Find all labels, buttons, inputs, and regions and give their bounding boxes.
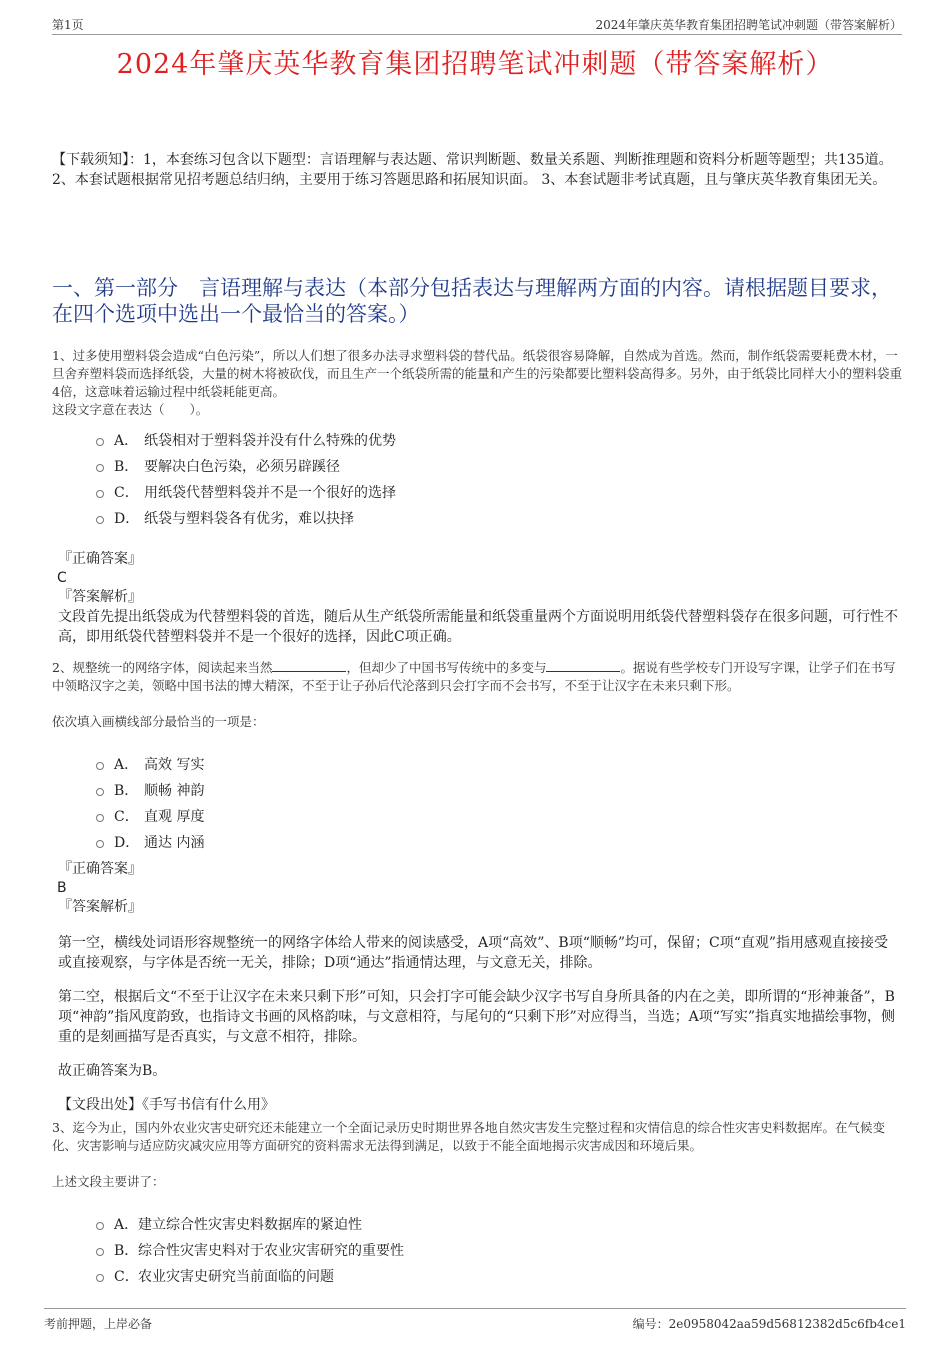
q2-option-a[interactable]: A． 高效 写实 <box>96 751 902 777</box>
page-number: 第1页 <box>52 18 84 32</box>
download-notice: 【下载须知】：1，本套练习包含以下题型：言语理解与表达题、常识判断题、数量关系题、判断推理题和资料分析题等题型；共135道。 2、本套试题根据常见招考题总结归纳，主要用于练习答题思路和拓展知识面。 3、本套试题非考试真题，且与肇庆英华教育集团无关。 <box>52 152 893 188</box>
radio-icon[interactable] <box>96 490 104 498</box>
question-2-prompt: 依次填入画横线部分最恰当的一项是： <box>52 714 265 729</box>
radio-icon[interactable] <box>96 840 104 848</box>
q2-source: 【文段出处】《手写书信有什么用》 <box>58 1097 275 1113</box>
radio-icon[interactable] <box>96 788 104 796</box>
q1-option-d[interactable]: D． 纸袋与塑料袋各有优劣，难以抉择 <box>96 505 902 531</box>
radio-icon[interactable] <box>96 516 104 524</box>
blank-2 <box>546 659 620 672</box>
q2-analysis-label: 『答案解析』 <box>58 899 142 915</box>
section-heading: 一、第一部分 言语理解与表达（本部分包括表达与理解两方面的内容。请根据题目要求，在四个选项中选出一个最恰当的答案。） <box>52 276 892 326</box>
q2-analysis-p1: 第一空，横线处词语形容规整统一的网络字体给人带来的阅读感受，A项“高效”、B项“顺畅”均可，保留；C项“直观”指用感观直接接受或直接观察，与字体是否统一无关，排除；D项“通达”指通情达理，与文意无关，排除。 <box>58 935 889 971</box>
q2-option-d[interactable]: D． 通达 内涵 <box>96 829 902 855</box>
q1-option-a[interactable]: A． 纸袋相对于塑料袋并没有什么特殊的优势 <box>96 427 902 453</box>
page-header <box>52 14 902 35</box>
question-3-stem: 3、迄今为止，国内外农业灾害史研究还未能建立一个全面记录历史时期世界各地自然灾害发生完整过程和灾情信息的综合性灾害史料数据库。在气候变化、灾害影响与适应防灾减灾应用等方面研究的资料需求无法得到满足，以致于不能全面地揭示灾害成因和环境后果。 <box>52 1120 885 1153</box>
question-3-prompt: 上述文段主要讲了： <box>52 1174 165 1189</box>
q2-option-b[interactable]: B． 顺畅 神韵 <box>96 777 902 803</box>
blank-1 <box>272 659 346 672</box>
radio-icon[interactable] <box>96 1222 104 1230</box>
footer-code: 编号：2e0958042aa59d56812382d5c6fb4ce1 <box>632 1317 906 1331</box>
q2-analysis-p2: 第二空，根据后文“不至于让汉字在未来只剩下形”可知，只会打字可能会缺少汉字书写自身所具备的内在之美，即所谓的“形神兼备”，B项“神韵”指风度韵致，也指诗文书画的风格韵味，与文意相符，与尾句的“只剩下形”对应得当，当选；A项“写实”指真实地描绘事物，侧重的是刻画描写是否真实，与文意不相符，排除。 <box>58 989 896 1045</box>
footer-slogan: 考前押题，上岸必备 <box>44 1317 153 1331</box>
document-title: 2024年肇庆英华教育集团招聘笔试冲刺题（带答案解析） <box>116 49 834 80</box>
q2-analysis-p3: 故正确答案为B。 <box>58 1063 167 1079</box>
q2-answer-label: 『正确答案』 <box>58 861 142 877</box>
radio-icon[interactable] <box>96 1274 104 1282</box>
question-1-options <box>96 427 902 531</box>
q3-option-a[interactable]: A． 建立综合性灾害史料数据库的紧迫性 <box>96 1211 902 1237</box>
question-1 <box>52 347 902 647</box>
question-1-stem: 1、过多使用塑料袋会造成“白色污染”，所以人们想了很多办法寻求塑料袋的替代品。纸袋很容易降解，自然成为首选。然而，制作纸袋需要耗费木材，一旦舍弃塑料袋而选择纸袋，大量的树木将被砍伐，而且生产一个纸袋所需的能量和产生的污染都要比塑料袋高得多。另外，由于纸袋比同样大小的塑料袋重4倍，这意味着运输过程中纸袋耗能更高。 <box>52 348 903 399</box>
radio-icon[interactable] <box>96 814 104 822</box>
q3-option-b[interactable]: B． 综合性灾害史料对于农业灾害研究的重要性 <box>96 1237 902 1263</box>
q1-analysis: 文段首先提出纸袋成为代替塑料袋的首选，随后从生产纸袋所需能量和纸袋重量两个方面说明用纸袋代替塑料袋存在很多问题，可行性不高，即用纸袋代替塑料袋并不是一个很好的选择，因此C项正确。 <box>58 609 898 645</box>
radio-icon[interactable] <box>96 438 104 446</box>
q2-option-c[interactable]: C． 直观 厚度 <box>96 803 902 829</box>
radio-icon[interactable] <box>96 464 104 472</box>
question-1-prompt: 这段文字意在表达（ ）。 <box>52 402 209 417</box>
radio-icon[interactable] <box>96 1248 104 1256</box>
page-footer <box>44 1308 906 1329</box>
header-doc-title: 2024年肇庆英华教育集团招聘笔试冲刺题（带答案解析） <box>595 18 902 32</box>
question-2 <box>52 659 902 1115</box>
q1-analysis-label: 『答案解析』 <box>58 589 142 605</box>
q1-option-b[interactable]: B． 要解决白色污染，必须另辟蹊径 <box>96 453 902 479</box>
question-3-options <box>96 1211 902 1289</box>
q1-option-c[interactable]: C． 用纸袋代替塑料袋并不是一个很好的选择 <box>96 479 902 505</box>
q1-answer-label: 『正确答案』 <box>58 551 142 567</box>
q2-answer: B <box>57 880 67 896</box>
radio-icon[interactable] <box>96 762 104 770</box>
q3-option-c[interactable]: C． 农业灾害史研究当前面临的问题 <box>96 1263 902 1289</box>
question-3 <box>52 1119 902 1289</box>
question-2-options <box>96 751 902 855</box>
q1-answer: C <box>57 570 67 586</box>
question-2-stem: 2、规整统一的网络字体，阅读起来当然 ，但却少了中国书写传统中的多变与 。据说有些学校专门开设写字课，让学子们在书写中领略汉字之美，领略中国书法的博大精深，不至于让子孙后代沦落到只会打字而不会书写，不至于让汉字在未来只剩下形。 <box>52 660 896 693</box>
